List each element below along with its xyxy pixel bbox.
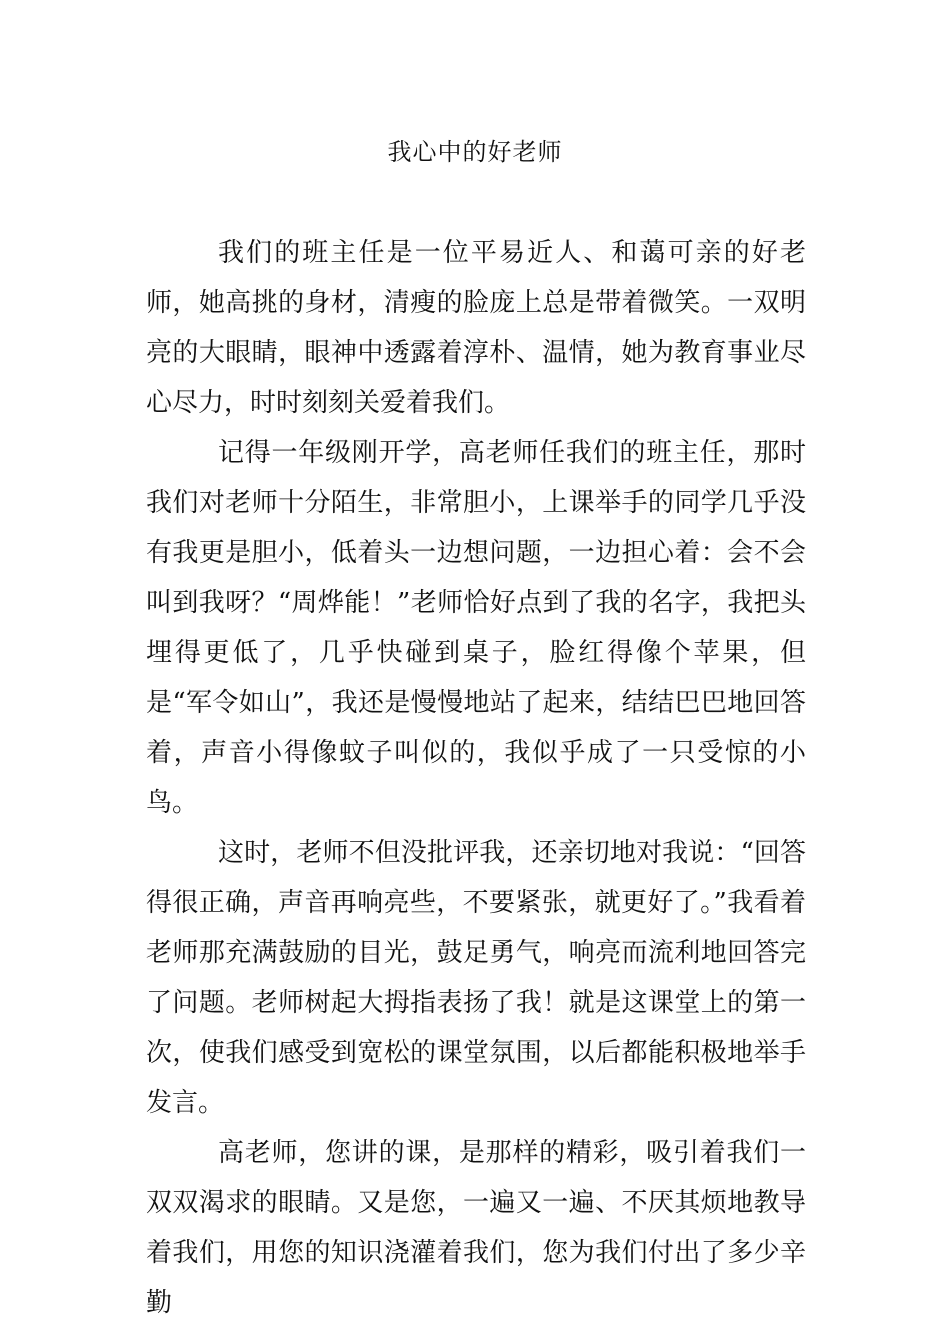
paragraph-3: 这时，老师不但没批评我，还亲切地对我说：“回答得很正确，声音再响亮些，不要紧张，就更好了。”我看着老师那充满鼓励的目光，鼓足勇气，响亮而流利地回答完了问题。老师树起大拇指表扬了我！就是这课堂上的第一次，使我们感受到宽松的课堂氛围，以后都能积极地举手发言。 (146, 838, 806, 1118)
paragraph-4: 高老师，您讲的课，是那样的精彩，吸引着我们一双双渴求的眼睛。又是您，一遍又一遍、不厌其烦地教导着我们，用您的知识浇灌着我们，您为我们付出了多少辛勤 (146, 1138, 806, 1318)
paragraph-1: 我们的班主任是一位平易近人、和蔼可亲的好老师，她高挑的身材，清瘦的脸庞上总是带着微笑。一双明亮的大眼睛，眼神中透露着淳朴、温情，她为教育事业尽心尽力，时时刻刻关爱着我们。 (146, 238, 806, 418)
document-body (146, 228, 806, 1328)
document-title: 我心中的好老师 (387, 138, 563, 166)
paragraph-2: 记得一年级刚开学，高老师任我们的班主任，那时我们对老师十分陌生，非常胆小，上课举手的同学几乎没有我更是胆小，低着头一边想问题，一边担心着：会不会叫到我呀？“周烨能！”老师恰好点到了我的名字，我把头埋得更低了，几乎快碰到桌子，脸红得像个苹果，但是“军令如山”，我还是慢慢地站了起来，结结巴巴地回答着，声音小得像蚊子叫似的，我似乎成了一只受惊的小鸟。 (146, 438, 806, 818)
